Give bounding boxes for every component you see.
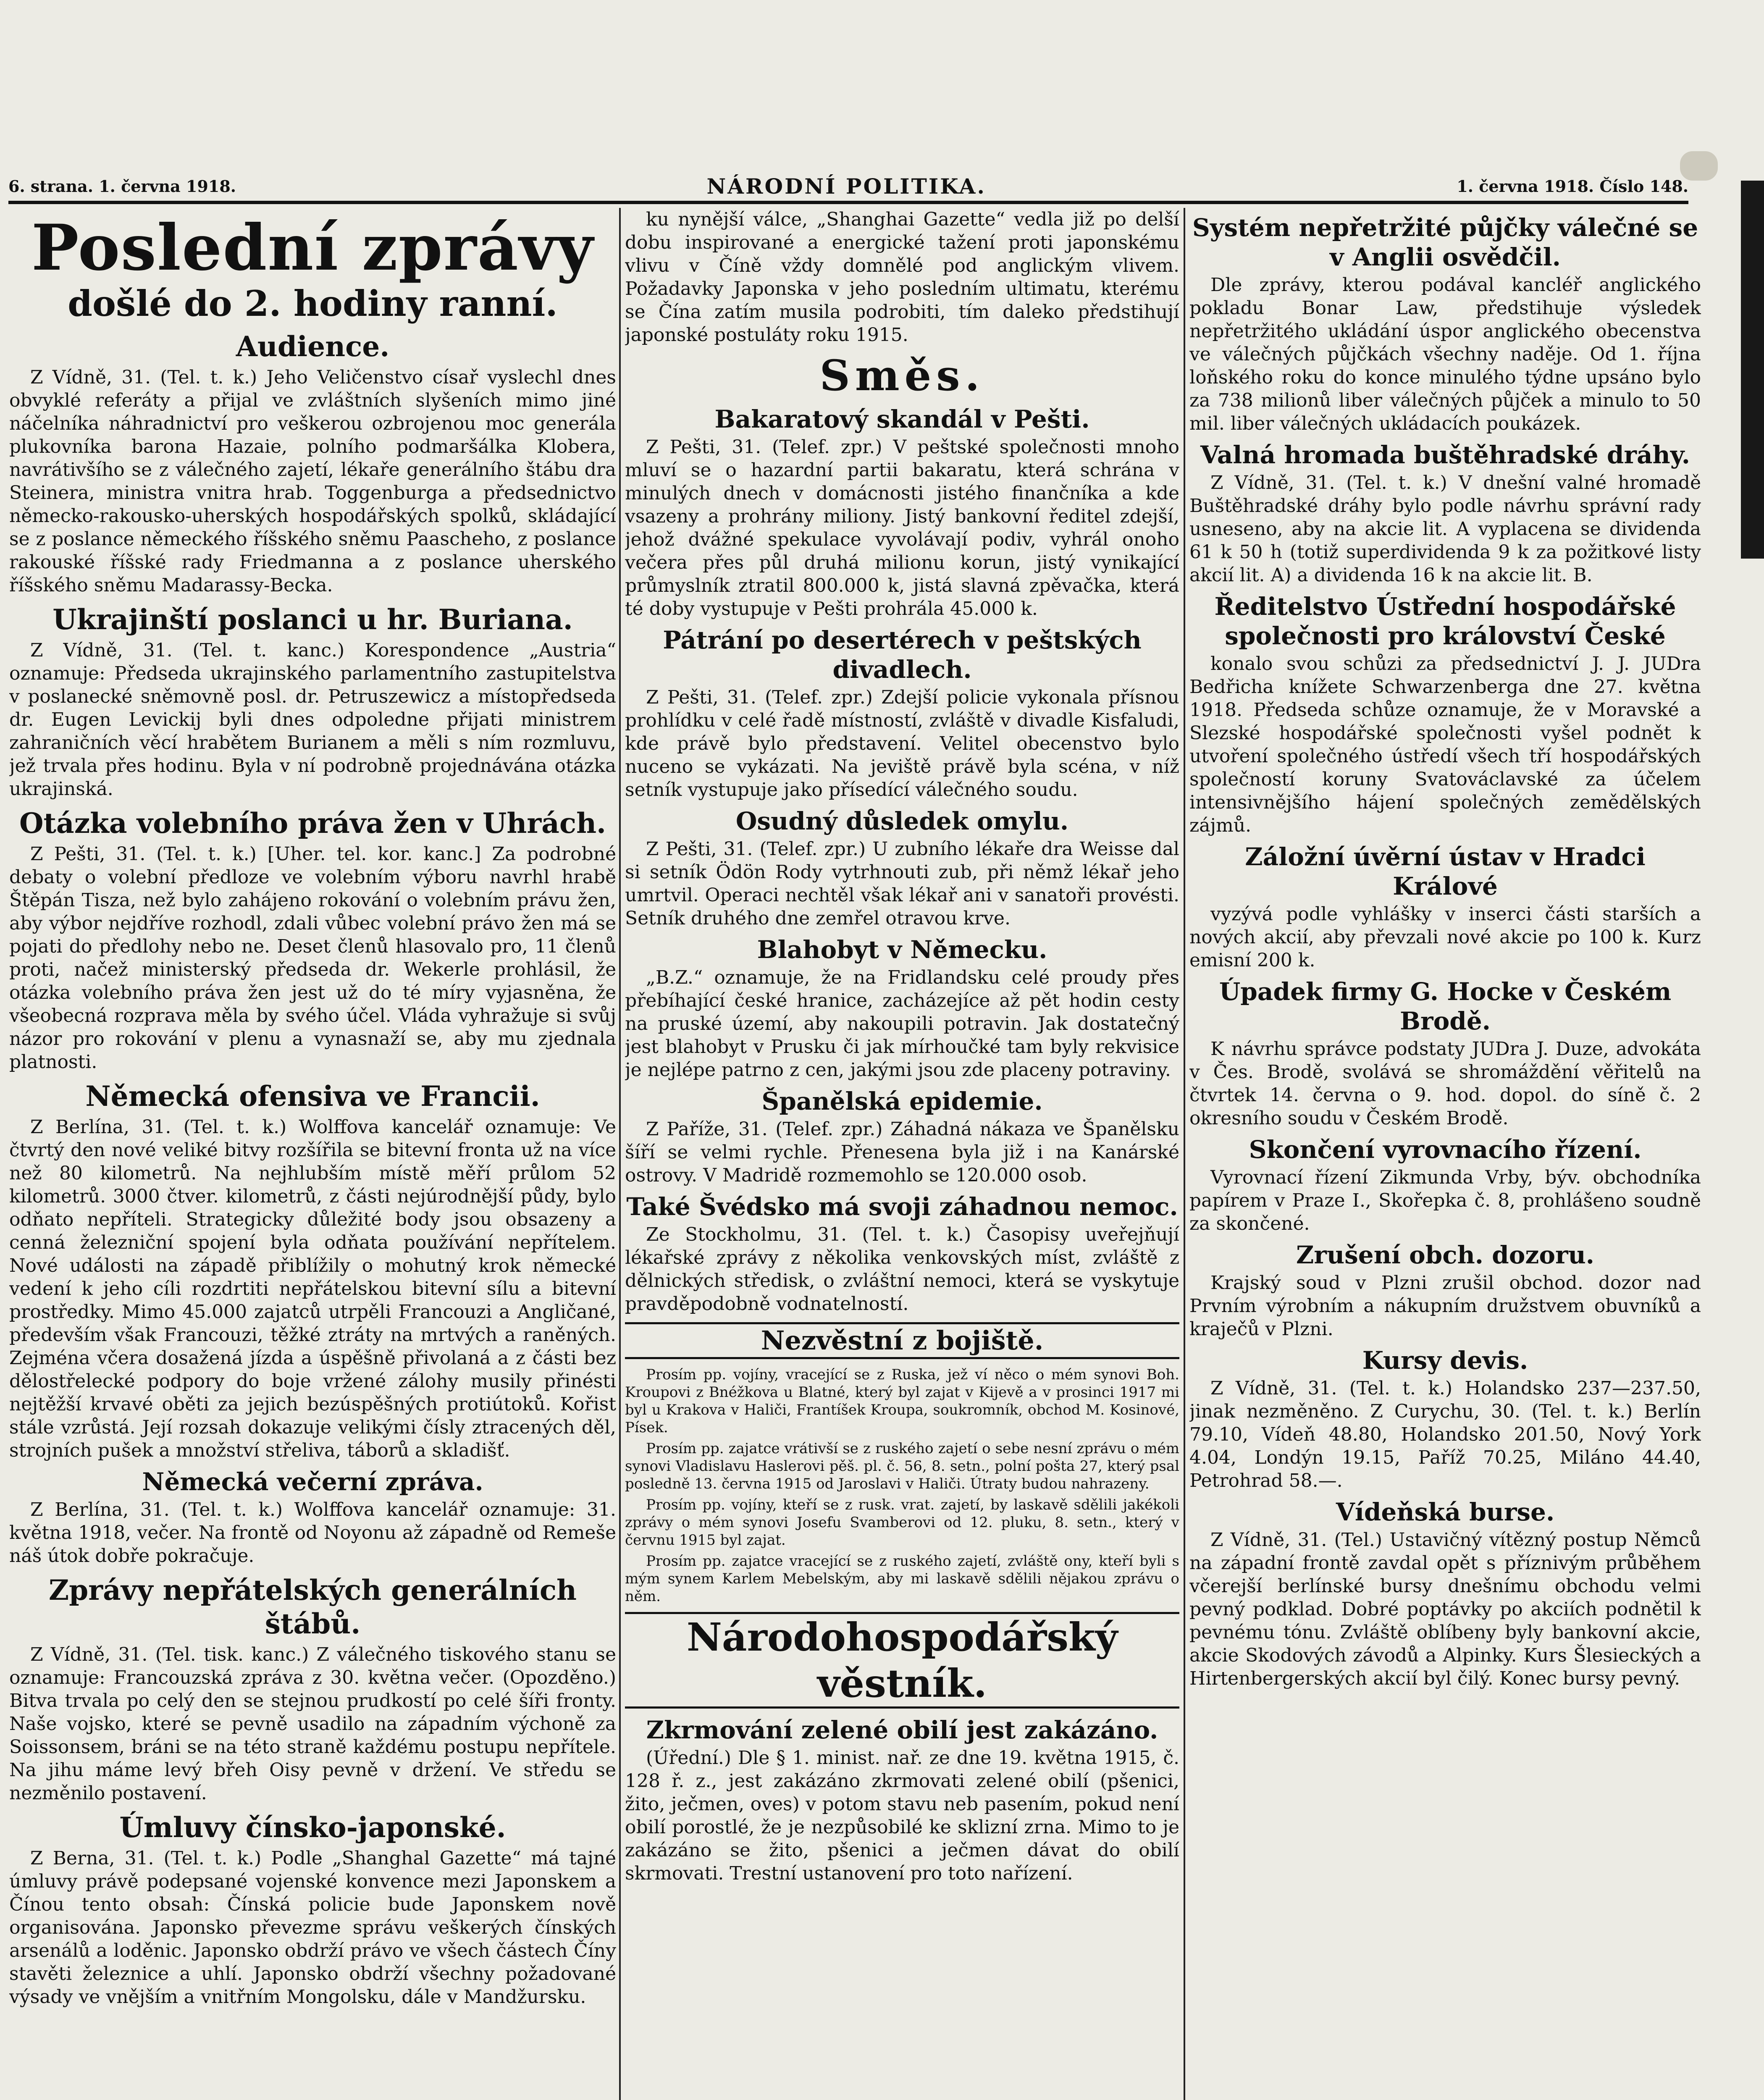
article-text: „B.Z.“ oznamuje, že na Fridlandsku celé proudy přes přebíhající české hranice, zacházejíce až pět hodin cesty na pruské území, aby nakoupili potravin. Jak dostatečný jest blahobyt v Prusku či jak mírhoučké tam byly rekvisice je nejlépe patrno z cen, jakými jsou zde placeny potraviny. (625, 967, 1179, 1081)
article-headline: Skončení vyrovnacího řízení. (1249, 1135, 1642, 1164)
section-heading: Nezvěstní z bojiště. (625, 1322, 1179, 1359)
section-heading: Národohospodářský věstník. (625, 1612, 1179, 1709)
article-text: konalo svou schůzi za předsednictví J. J. JUDra Bedřicha knížete Schwarzenberga dne 27. května 1918. Předseda schůze oznamuje, že v Moravské a Slezské hospodářské společnosti vyšel podnět k utvoření společného ústředí všech tří hospodářských společností koruny Svatováclavské za účelem intensivnějšího hájení společných zemědělských zájmů. (1189, 653, 1701, 836)
article-headline: Zprávy nepřátelských generálních štábů. (48, 1574, 577, 1640)
column-3 (1189, 208, 1701, 2100)
notice-text: Prosím pp. vojíny, vracející se z Ruska, jež ví něco o mém synovi Boh. Kroupovi z Bnéžkova u Blatné, který byl zajat v Kijevě a v prosinci 1917 mi byl u Krakova v Haliči, Frantíšek Kroupa, soukromník, obchod M. Kosinové, Písek. (625, 1366, 1179, 1436)
article-text: Z Berlína, 31. (Tel. t. k.) Wolffova kancelář oznamuje: 31. května 1918, večer. Na frontě od Noyonu až západně od Remeše náš útok dobře pokračuje. (9, 1499, 616, 1567)
notice-text: Prosím pp. vojíny, kteří se z rusk. vrat. zajetí, by laskavě sdělili jakékoli zprávy o mém synovi Josefu Svamberovi od 12. pluku, 8. setn., který v červnu 1915 byl zajat. (625, 1496, 1179, 1549)
banner-subheadline: došlé do 2. hodiny ranní. (68, 283, 558, 324)
article-text: Z Pešti, 31. (Tel. t. k.) [Uher. tel. kor. kanc.] Za podrobné debaty o volební předloze ve volebním výboru navrhl hrabě Štěpán Tisza, než bylo zahájeno rokování o volebním právu žen, aby výbor nejdříve rozhodl, zdali vůbec volební právo žen má se pojati do předlohy nebo ne. Deset členů hlasovalo pro, 11 členů proti, načež ministerský předseda dr. Wekerle prohlásil, že otázka volebního práva žen jest už do té míry vyjasněna, že všeobecná rozprava měla by svého účel. Vláda vyhražuje si svůj názor pro rokování v plenu a vynasnaží se, aby mu zjednala platnosti. (9, 843, 616, 1073)
article-headline: Blahobyt v Německu. (757, 935, 1047, 964)
article-text: Dle zprávy, kterou podával kancléř anglického pokladu Bonar Law, předstihuje výsledek nepřetržitého ukládání úspor anglického obecenstva ve válečných půjčkách všechny naděje. Od 1. října loňského roku do konce minulého týdne upsáno bylo za 738 milionů liber válečných půjček a minulo to 50 mil. liber válečných ukládacích poukázek. (1189, 274, 1701, 434)
notice-text: Prosím pp. zajatce vrátivší se z ruského zajetí o sebe nesní zprávu o mém synovi Vladislavu Haslerovi pěš. pl. č. 56, 8. setn., polní pošta 27, který psal posledně 13. června 1915 od Jaroslavi v Haliči. Útraty budou nahrazeny. (625, 1440, 1179, 1492)
article-headline: Zkrmování zelené obilí jest zakázáno. (646, 1716, 1158, 1744)
article-headline: Záložní úvěrní ústav v Hradci Králové (1245, 843, 1646, 900)
article-headline: Otázka volebního práva žen v Uhrách. (19, 807, 606, 840)
masthead: NÁRODNÍ POLITIKA. (706, 173, 986, 199)
article-text: Krajský soud v Plzni zrušil obchod. dozor nad Prvním výrobním a nákupním družstvem obuvníků a kraječů v Plzni. (1189, 1272, 1701, 1340)
header-right: 1. června 1918. Číslo 148. (1457, 176, 1688, 196)
article-headline: Úpadek firmy G. Hocke v Českém Brodě. (1219, 977, 1672, 1035)
article-headline: Audience. (236, 330, 390, 363)
article-headline: Osudný důsledek omylu. (735, 807, 1069, 835)
article-text: Z Pešti, 31. (Telef. zpr.) U zubního lékaře dra Weisse dal si setník Ödön Rody vytrhnouti zub, při němž lékař jeho umrtvil. Operaci nechtěl však lékař ani v sanatoři provésti. Setník druhého dne zemřel otravou krve. (625, 838, 1179, 929)
article-headline: Systém nepřetržité půjčky válečné se v Anglii osvědčil. (1192, 213, 1698, 271)
article-headline: Vídeňská burse. (1336, 1498, 1555, 1526)
article-text: Ze Stockholmu, 31. (Tel. t. k.) Časopisy uveřejňují lékařské zprávy z několika venkovských míst, zvláště z dělnických středisk, o zvláštní nemoci, která se vyskytuje pravděpodobně vodnatelností. (625, 1224, 1179, 1315)
column-1 (9, 208, 616, 2100)
article-text: (Úřední.) Dle § 1. minist. nař. ze dne 19. května 1915, č. 128 ř. z., jest zakázáno zkrmovati zelené obilí (pšenici, žito, ječmen, oves) v potom stavu neb pasením, pokud není obilí porostlé, že je nezpůsobilé ke sklizní zrna. Mimo to je zakázáno se žito, pšenici a ječmen dávat do obilí skrmovati. Trestní ustanovení pro toto nařízení. (625, 1747, 1179, 1884)
article-text: Z Vídně, 31. (Tel. t. k.) Jeho Veličenstvo císař vyslechl dnes obvyklé referáty a přijal ve zvláštních slyšeních mimo jiné náčelníka náhradnictví pro veškerou ozbrojenou moc generála plukovníka barona Hazaie, polního podmaršálka Klobera, navrátivšího se z válečného zajetí, lékaře generálního štábu dra Steinera, ministra vnitra hrab. Toggenburga a předsednictvo německo-rakousko-uherských hospodářských spolků, skládající se z poslance německého říšského sněmu Paascheho, z poslance rakouské říšské rady Friedmanna a z poslance uherského říšského sněmu Madarassy-Becka. (9, 367, 616, 596)
column-rule (619, 208, 621, 2100)
article-headline: Také Švédsko má svoji záhadnou nemoc. (626, 1192, 1178, 1221)
article-headline: Zrušení obch. dozoru. (1296, 1241, 1594, 1269)
article-text: Z Pešti, 31. (Telef. zpr.) V peštské společnosti mnoho mluví se o hazardní partii bakaratu, která schrána v minulých dnech v domácnosti jistého finančníka a kde vsazeny a prohrány miliony. Jistý bankovní ředitel zdejší, jehož dvážné spekulace vyvolávají podiv, vyhrál onoho večera přes půl druhá milionu korun, jistý vynikající průmyslník ztratil 800.000 k, jistá slavná zpěvačka, která té doby vystupuje v Pešti prohrála 45.000 k. (625, 436, 1179, 620)
article-headline: Německá ofensiva ve Francii. (85, 1080, 540, 1113)
article-headline: Kursy devis. (1362, 1346, 1528, 1375)
article-headline: Ukrajinští poslanci u hr. Buriana. (52, 603, 573, 636)
article-headline: Bakaratový skandál v Pešti. (714, 405, 1090, 433)
article-text: vyzývá podle vyhlášky v inserci části starších a nových akcií, aby převzali nové akcie po 100 k. Kurz emisní 200 k. (1189, 903, 1701, 971)
page-header (8, 171, 1688, 204)
article-text: Z Berna, 31. (Tel. t. k.) Podle „Shanghal Gazette“ má tajné úmluvy právě podepsané vojenské konvence mezi Japonskem a Čínou tento obsah: Čínská policie bude Japonskem nově organisována. Japonsko převezme správu veškerých čínských arsenálů a loděnic. Japonsko obdrží právo ve všech částech Číny stavěti železnice a uhlí. Japonsko obdrží všechny požadované výsady ve vnějším a vnitřním Mongolsku, dále v Mandžursku. (9, 1848, 616, 2008)
article-headline: Německá večerní zpráva. (142, 1467, 483, 1496)
article-headline: Pátrání po desertérech v peštských divadlech. (663, 626, 1142, 684)
article-text: Z Vídně, 31. (Tel. t. kanc.) Korespondence „Austria“ oznamuje: Předseda ukrajinského parlamentního zastupitelstva v poslanecké sněmovně posl. dr. Petruszewicz a místopředseda dr. Eugen Levickij byli dnes odpoledne přijati ministrem zahraničních věcí hrabětem Burianem a měli s ním rozmluvu, jež trvala přes hodinu. Byla v ní podrobně projednávána otázka ukrajinská. (9, 640, 616, 800)
article-text: Z Pešti, 31. (Telef. zpr.) Zdejší policie vykonala přísnou prohlídku v celé řadě místností, zvláště v divadle Kisfaludi, kde právě bylo představení. Velitel obecenstvo bylo nuceno se vykázati. Na jeviště právě byla scéna, v níž setník vystupuje jako přísedící válečného soudu. (625, 687, 1179, 801)
article-text: Z Vídně, 31. (Tel. tisk. kanc.) Z válečného tiskového stanu se oznamuje: Francouzská zpráva z 30. května večer. (Opozděno.) Bitva trvala po celý den se stejnou prudkostí po celé šíři fronty. Naše vojsko, které se pevně usadilo na západním výchoně za Soissonsem, bráni se na této straně každému postupu nepřítele. Na jihu máme levý břeh Oisy pevně v držení. Ve středu se nezměnilo postavení. (9, 1644, 616, 1804)
article-headline: Úmluvy čínsko-japonské. (119, 1811, 506, 1844)
notice-text: Prosím pp. zajatce vracející se z ruského zajetí, zvláště ony, kteří byli s mým synem Karlem Mebelským, aby mi laskavě sdělili nějakou zprávu o něm. (625, 1553, 1179, 1605)
article-headline: Valná hromada buštěhradské dráhy. (1200, 441, 1690, 469)
article-text: Z Vídně, 31. (Tel. t. k.) V dnešní valné hromadě Buštěhradské dráhy bylo podle návrhu správní rady usneseno, aby na akcie lit. A vyplacena se dividenda 61 k 50 h (totiž superdividenda 9 k za požitkové listy akcií lit. A) a dividenda 16 k na akcie lit. B. (1189, 472, 1701, 586)
header-left: 6. strana. 1. června 1918. (8, 176, 236, 196)
article-text: K návrhu správce podstaty JUDra J. Duze, advokáta v Čes. Brodě, svolává se shromáždění věřitelů na čtvrtek 14. června o 9. hod. dopol. do síně č. 2 okresního soudu v Českém Brodě. (1189, 1038, 1701, 1129)
adjacent-page-edge (1741, 181, 1764, 559)
section-heading: Směs. (819, 351, 985, 400)
banner-headline: Poslední zprávy (31, 211, 594, 285)
article-text: Z Vídně, 31. (Tel.) Ustavičný vítězný postup Němců na západní frontě zavdal opět s příznivým průběhem včerejší berlínské bursy dnešnímu obchodu velmi pevný podklad. Dobré poptávky po akciích podnětil k pevnému tónu. Zvláště oblíbeny byly bankovní akcie, akcie Skodových závodů a Alpinky. Kurs Šlesieckých a Hirtenbergerských akcií byl čilý. Konec bursy pevný. (1189, 1529, 1701, 1689)
article-text: Z Paříže, 31. (Telef. zpr.) Záhadná nákaza ve Španělsku šíří se velmi rychle. Přenesena byla již i na Kanárské ostrovy. V Madridě rozmemohlo se 120.000 osob. (625, 1118, 1179, 1186)
article-text: ku nynější válce, „Shanghai Gazette“ vedla již po delší dobu inspirované a energické tažení proti japonskému vlivu v Číně vždy domnělé pod anglickým vlivem. Požadavky Japonska v jeho posledním ultimatu, kterému se Čína zatím musila podrobiti, tím daleko předstihují japonské postuláty roku 1915. (625, 209, 1179, 346)
column-rule (1184, 208, 1185, 2100)
article-text: Z Berlína, 31. (Tel. t. k.) Wolffova kancelář oznamuje: Ve čtvrtý den nové veliké bitvy rozšířila se bitevní fronta už na více než 80 kilometrů. Na nejhlubším místě měří průlom 52 kilometrů. 3000 čtver. kilometrů, z části nejúrodnější půdy, bylo odňato nepříteli. Strategicky důležité body jsou obsazeny a cenná železniční spojení byla odňata používání nepřítelem. Nové události na západě přiblížily o mohutný krok německé vedení k jeho cíli rozdrtiti nepřátelskou bitevní sílu a bitevní prostředky. Mimo 45.000 zajatců utrpěli Francouzi a Angličané, především však Francouzi, těžké ztráty na mrtvých a raněných. Zejména včera dosažená jízda a úspěšně přivolaná a z části bez dělostřelecké podpory do boje vržené zálohy musily přinésti nejtěžší krvavé oběti za jejich bezúspěšných protiútoků. Kořist stále vzrůstá. Její rozsah dokazuje velikými čísly ztracených děl, strojních pušek a množství střeliva, táborů a skladišť. (9, 1116, 616, 1461)
article-headline: Španělská epidemie. (761, 1087, 1043, 1116)
column-2 (625, 208, 1179, 2100)
article-text: Z Vídně, 31. (Tel. t. k.) Holandsko 237—237.50, jinak nezměněno. Z Curychu, 30. (Tel. t. k.) Berlín 79.10, Vídeň 48.80, Holandsko 201.50, Nový York 4.04, Londýn 19.15, Paříž 70.25, Miláno 44.40, Petrohrad 58.—. (1189, 1378, 1701, 1491)
article-text: Vyrovnací řízení Zikmunda Vrby, býv. obchodníka papírem v Praze I., Skořepka č. 8, prohlášeno soudně za skončené. (1189, 1167, 1701, 1234)
article-headline: Ředitelstvo Ústřední hospodářské společnosti pro království České (1214, 592, 1676, 650)
